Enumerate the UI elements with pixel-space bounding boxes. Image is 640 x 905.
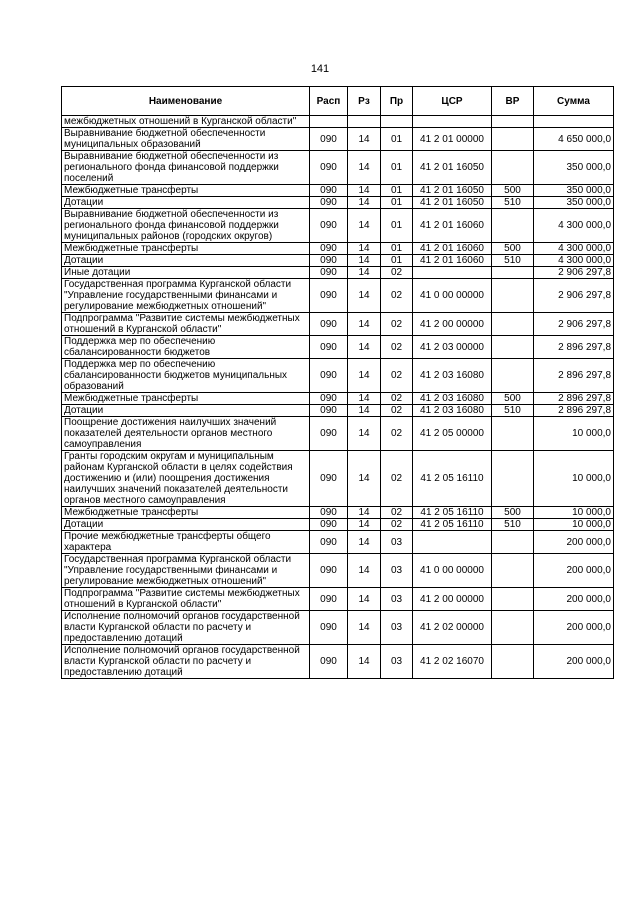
row-rasp-cell: 090 (310, 336, 348, 359)
row-rasp-cell: 090 (310, 554, 348, 588)
row-sum-cell: 10 000,0 (534, 417, 614, 451)
row-csr-cell: 41 2 03 16080 (413, 393, 492, 405)
row-csr-cell: 41 2 01 16060 (413, 243, 492, 255)
row-vr-cell: 500 (492, 507, 534, 519)
row-name-cell: Иные дотации (62, 267, 310, 279)
column-header-rz: Рз (348, 87, 381, 116)
row-sum-cell: 10 000,0 (534, 451, 614, 507)
row-vr-cell (492, 267, 534, 279)
row-name-cell: Исполнение полномочий органов государственной власти Курганской области по расчету и предоставлению дотаций (62, 611, 310, 645)
row-csr-cell: 41 2 05 16110 (413, 507, 492, 519)
row-rz-cell: 14 (348, 243, 381, 255)
row-csr-cell: 41 2 00 00000 (413, 588, 492, 611)
row-csr-cell: 41 2 05 16110 (413, 451, 492, 507)
row-sum-cell: 200 000,0 (534, 588, 614, 611)
table-row (62, 243, 614, 255)
row-rz-cell (348, 116, 381, 128)
row-csr-cell: 41 2 03 16080 (413, 359, 492, 393)
row-pr-cell: 01 (381, 255, 413, 267)
row-vr-cell (492, 336, 534, 359)
row-vr-cell (492, 645, 534, 679)
table-row (62, 507, 614, 519)
table-row (62, 116, 614, 128)
row-pr-cell: 01 (381, 151, 413, 185)
row-name-cell: Подпрограмма "Развитие системы межбюджетных отношений в Курганской области" (62, 313, 310, 336)
row-pr-cell: 02 (381, 359, 413, 393)
row-vr-cell: 510 (492, 405, 534, 417)
row-pr-cell (381, 116, 413, 128)
table-row (62, 313, 614, 336)
row-pr-cell: 03 (381, 611, 413, 645)
row-name-cell: Гранты городским округам и муниципальным районам Курганской области в целях содействия достижению и (или) поощрения достижения наилучших значений показателей деятельности органов местного самоуправления (62, 451, 310, 507)
row-vr-cell (492, 554, 534, 588)
row-rasp-cell: 090 (310, 128, 348, 151)
row-csr-cell (413, 531, 492, 554)
row-rasp-cell: 090 (310, 151, 348, 185)
table-row (62, 267, 614, 279)
row-pr-cell: 02 (381, 267, 413, 279)
row-sum-cell: 200 000,0 (534, 645, 614, 679)
table-row (62, 405, 614, 417)
row-name-cell: Выравнивание бюджетной обеспеченности муниципальных образований (62, 128, 310, 151)
row-rasp-cell: 090 (310, 313, 348, 336)
row-sum-cell (534, 116, 614, 128)
row-csr-cell: 41 2 01 16050 (413, 185, 492, 197)
row-csr-cell: 41 2 01 16050 (413, 151, 492, 185)
row-sum-cell: 350 000,0 (534, 185, 614, 197)
row-sum-cell: 200 000,0 (534, 554, 614, 588)
row-vr-cell (492, 359, 534, 393)
row-csr-cell: 41 2 03 16080 (413, 405, 492, 417)
row-vr-cell (492, 611, 534, 645)
table-row (62, 197, 614, 209)
row-rz-cell: 14 (348, 519, 381, 531)
column-header-sum: Сумма (534, 87, 614, 116)
row-csr-cell: 41 2 02 00000 (413, 611, 492, 645)
row-name-cell: межбюджетных отношений в Курганской области" (62, 116, 310, 128)
row-vr-cell (492, 128, 534, 151)
row-vr-cell (492, 116, 534, 128)
row-pr-cell: 02 (381, 519, 413, 531)
row-name-cell: Исполнение полномочий органов государственной власти Курганской области по расчету и предоставлению дотаций (62, 645, 310, 679)
row-rz-cell: 14 (348, 393, 381, 405)
table-row (62, 519, 614, 531)
row-pr-cell: 02 (381, 417, 413, 451)
row-csr-cell: 41 2 03 00000 (413, 336, 492, 359)
row-csr-cell: 41 2 01 00000 (413, 128, 492, 151)
row-vr-cell: 510 (492, 519, 534, 531)
row-name-cell: Межбюджетные трансферты (62, 507, 310, 519)
header-row (62, 87, 614, 116)
row-pr-cell: 03 (381, 588, 413, 611)
row-rasp-cell (310, 116, 348, 128)
row-pr-cell: 02 (381, 507, 413, 519)
table-row (62, 279, 614, 313)
table-row (62, 128, 614, 151)
row-pr-cell: 03 (381, 531, 413, 554)
row-pr-cell: 01 (381, 185, 413, 197)
row-sum-cell: 2 896 297,8 (534, 359, 614, 393)
table-row (62, 393, 614, 405)
row-sum-cell: 200 000,0 (534, 611, 614, 645)
row-rz-cell: 14 (348, 209, 381, 243)
row-rz-cell: 14 (348, 359, 381, 393)
row-name-cell: Выравнивание бюджетной обеспеченности из регионального фонда финансовой поддержки поселений (62, 151, 310, 185)
row-csr-cell: 41 2 05 16110 (413, 519, 492, 531)
row-rz-cell: 14 (348, 417, 381, 451)
table-row (62, 359, 614, 393)
row-rasp-cell: 090 (310, 417, 348, 451)
row-vr-cell (492, 417, 534, 451)
row-vr-cell: 500 (492, 243, 534, 255)
row-csr-cell: 41 2 01 16060 (413, 209, 492, 243)
row-name-cell: Прочие межбюджетные трансферты общего характера (62, 531, 310, 554)
table-body (62, 116, 614, 679)
row-rasp-cell: 090 (310, 279, 348, 313)
row-name-cell: Межбюджетные трансферты (62, 185, 310, 197)
row-rasp-cell: 090 (310, 359, 348, 393)
row-pr-cell: 01 (381, 197, 413, 209)
table-row (62, 185, 614, 197)
column-header-vr: ВР (492, 87, 534, 116)
table-row (62, 151, 614, 185)
row-vr-cell (492, 313, 534, 336)
row-sum-cell: 2 906 297,8 (534, 313, 614, 336)
table-row (62, 417, 614, 451)
row-rz-cell: 14 (348, 611, 381, 645)
row-pr-cell: 03 (381, 645, 413, 679)
row-rasp-cell: 090 (310, 645, 348, 679)
row-vr-cell (492, 151, 534, 185)
row-pr-cell: 01 (381, 128, 413, 151)
row-sum-cell: 4 300 000,0 (534, 255, 614, 267)
row-name-cell: Поддержка мер по обеспечению сбалансированности бюджетов муниципальных образований (62, 359, 310, 393)
row-sum-cell: 2 896 297,8 (534, 336, 614, 359)
row-name-cell: Дотации (62, 519, 310, 531)
row-name-cell: Государственная программа Курганской области "Управление государственными финансами и регулирование межбюджетных отношений" (62, 554, 310, 588)
column-header-rasp: Расп (310, 87, 348, 116)
row-rasp-cell: 090 (310, 267, 348, 279)
row-sum-cell: 350 000,0 (534, 197, 614, 209)
row-sum-cell: 2 896 297,8 (534, 405, 614, 417)
row-rz-cell: 14 (348, 267, 381, 279)
row-pr-cell: 02 (381, 451, 413, 507)
row-vr-cell: 510 (492, 255, 534, 267)
row-rz-cell: 14 (348, 128, 381, 151)
row-rasp-cell: 090 (310, 451, 348, 507)
table-row (62, 554, 614, 588)
budget-table (61, 86, 614, 679)
row-sum-cell: 2 906 297,8 (534, 267, 614, 279)
row-rz-cell: 14 (348, 255, 381, 267)
column-header-name: Наименование (62, 87, 310, 116)
row-name-cell: Подпрограмма "Развитие системы межбюджетных отношений в Курганской области" (62, 588, 310, 611)
table-row (62, 588, 614, 611)
row-rz-cell: 14 (348, 185, 381, 197)
row-rasp-cell: 090 (310, 209, 348, 243)
row-name-cell: Государственная программа Курганской области "Управление государственными финансами и регулирование межбюджетных отношений" (62, 279, 310, 313)
table-row (62, 255, 614, 267)
row-rasp-cell: 090 (310, 531, 348, 554)
row-rasp-cell: 090 (310, 507, 348, 519)
row-name-cell: Дотации (62, 197, 310, 209)
row-name-cell: Поддержка мер по обеспечению сбалансированности бюджетов (62, 336, 310, 359)
row-rz-cell: 14 (348, 279, 381, 313)
row-rasp-cell: 090 (310, 393, 348, 405)
row-sum-cell: 10 000,0 (534, 519, 614, 531)
row-sum-cell: 350 000,0 (534, 151, 614, 185)
row-rz-cell: 14 (348, 405, 381, 417)
row-rz-cell: 14 (348, 554, 381, 588)
row-vr-cell: 500 (492, 185, 534, 197)
table-header (62, 87, 614, 116)
row-csr-cell: 41 2 05 00000 (413, 417, 492, 451)
row-csr-cell: 41 2 01 16060 (413, 255, 492, 267)
row-rz-cell: 14 (348, 151, 381, 185)
row-csr-cell (413, 267, 492, 279)
row-pr-cell: 02 (381, 405, 413, 417)
column-header-csr: ЦСР (413, 87, 492, 116)
row-sum-cell: 4 650 000,0 (534, 128, 614, 151)
row-rz-cell: 14 (348, 313, 381, 336)
row-vr-cell (492, 451, 534, 507)
row-pr-cell: 01 (381, 243, 413, 255)
row-sum-cell: 10 000,0 (534, 507, 614, 519)
table-row (62, 209, 614, 243)
row-pr-cell: 02 (381, 393, 413, 405)
row-pr-cell: 01 (381, 209, 413, 243)
row-rz-cell: 14 (348, 336, 381, 359)
column-header-pr: Пр (381, 87, 413, 116)
row-vr-cell (492, 531, 534, 554)
table-row (62, 531, 614, 554)
row-pr-cell: 02 (381, 313, 413, 336)
page-number: 141 (310, 63, 330, 75)
row-pr-cell: 02 (381, 279, 413, 313)
row-rasp-cell: 090 (310, 405, 348, 417)
row-rz-cell: 14 (348, 645, 381, 679)
row-name-cell: Межбюджетные трансферты (62, 243, 310, 255)
row-rasp-cell: 090 (310, 588, 348, 611)
row-rz-cell: 14 (348, 451, 381, 507)
row-vr-cell (492, 279, 534, 313)
row-csr-cell (413, 116, 492, 128)
row-name-cell: Межбюджетные трансферты (62, 393, 310, 405)
row-name-cell: Поощрение достижения наилучших значений показателей деятельности органов местного самоуправления (62, 417, 310, 451)
row-rasp-cell: 090 (310, 197, 348, 209)
row-rasp-cell: 090 (310, 611, 348, 645)
row-rasp-cell: 090 (310, 185, 348, 197)
row-csr-cell: 41 2 00 00000 (413, 313, 492, 336)
row-pr-cell: 03 (381, 554, 413, 588)
row-vr-cell (492, 209, 534, 243)
row-rz-cell: 14 (348, 507, 381, 519)
table-row (62, 611, 614, 645)
row-rasp-cell: 090 (310, 519, 348, 531)
table-row (62, 336, 614, 359)
row-rz-cell: 14 (348, 588, 381, 611)
row-rasp-cell: 090 (310, 243, 348, 255)
row-pr-cell: 02 (381, 336, 413, 359)
row-vr-cell: 500 (492, 393, 534, 405)
row-csr-cell: 41 2 02 16070 (413, 645, 492, 679)
row-csr-cell: 41 0 00 00000 (413, 279, 492, 313)
row-rasp-cell: 090 (310, 255, 348, 267)
row-sum-cell: 4 300 000,0 (534, 209, 614, 243)
row-sum-cell: 2 896 297,8 (534, 393, 614, 405)
row-rz-cell: 14 (348, 197, 381, 209)
row-name-cell: Выравнивание бюджетной обеспеченности из регионального фонда финансовой поддержки муниципальных районов (городских округов) (62, 209, 310, 243)
row-csr-cell: 41 0 00 00000 (413, 554, 492, 588)
row-sum-cell: 2 906 297,8 (534, 279, 614, 313)
row-name-cell: Дотации (62, 405, 310, 417)
row-csr-cell: 41 2 01 16050 (413, 197, 492, 209)
table-row (62, 451, 614, 507)
row-rz-cell: 14 (348, 531, 381, 554)
row-vr-cell (492, 588, 534, 611)
row-sum-cell: 4 300 000,0 (534, 243, 614, 255)
row-sum-cell: 200 000,0 (534, 531, 614, 554)
table-row (62, 645, 614, 679)
row-name-cell: Дотации (62, 255, 310, 267)
row-vr-cell: 510 (492, 197, 534, 209)
